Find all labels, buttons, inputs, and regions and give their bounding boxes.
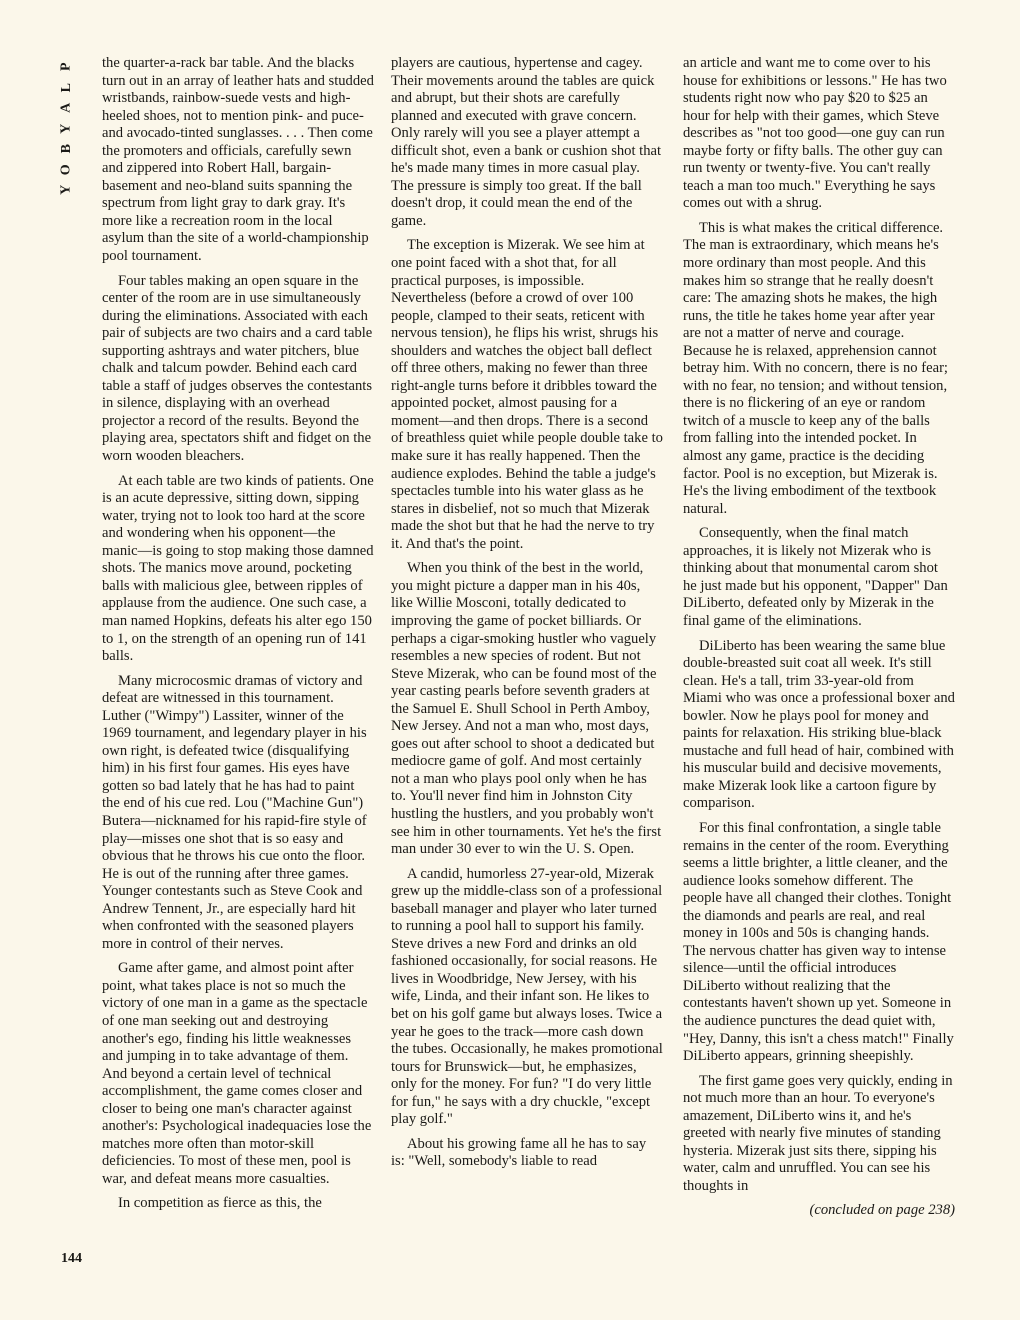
masthead-letter: Y [58, 183, 74, 195]
paragraph: For this final confrontation, a single table remains in the center of the room. Everything seems a little brighter, a little cleaner, and the audience looks somehow different. The people have all changed their clothes. Tonight the diamonds and pearls are real, and real money in 100s and 50s is changing hands. The nervous chatter has given way to intense silence—until the official introduces DiLiberto without realizing that the contestants haven't shown up yet. Someone in the audience punctures the dead quiet with, "Hey, Danny, this isn't a chess match!" Finally DiLiberto appears, grinning sheepishly. [683, 819, 954, 1065]
paragraph: When you think of the best in the world, you might picture a dapper man in his 40s, like Willie Mosconi, totally dedicated to improving the game of pocket billiards. Or perhaps a cigar-smoking hustler who vaguely resembles a new species of rodent. But not Steve Mizerak, who can be found most of the year casting pearls before seventh graders at the Samuel E. Shull School in Perth Amboy, New Jersey. And not a man who, most days, goes out after school to shoot a dedicated but mediocre game of golf. And most certainly not a man who plays pool only when he has to. You'll never find him in Johnston City hustling the hustlers, and you probably won't see him in other tournaments. Yet he's the first man under 30 ever to win the U. S. Open. [391, 560, 662, 858]
continuation-note: (concluded on page 238) [809, 1202, 955, 1219]
paragraph: Many microcosmic dramas of victory and defeat are witnessed in this tournament. Luther ("Wimpy") Lassiter, winner of the 1969 tournament, and legendary player in his own right, is defeated twice (disqualifying him) in his first four games. His eyes have gotten so bad lately that he has had to paint the end of his cue red. Lou ("Machine Gun") Butera—nicknamed for his rapid-fire style of play—misses one shot that is so easy and obvious that he throws his cue onto the floor. He is out of the running after three games. Younger contestants such as Steve Cook and Andrew Tennent, Jr., are especially hard hit when confronted with the seasoned players more in control of their nerves. [102, 672, 367, 952]
paragraph: The first game goes very quickly, ending in not much more than an hour. To everyone's amazement, DiLiberto wins it, and he's greeted with nearly five minutes of standing hysteria. Mizerak just sits there, sipping his water, calm and unruffled. You can see his thoughts in [683, 1072, 953, 1194]
masthead-letter: B [58, 143, 74, 154]
paragraph: A candid, humorless 27-year-old, Mizerak grew up the middle-class son of a professional baseball manager and player who later turned to running a pool hall to support his family. Steve drives a new Ford and drinks an old fashioned occasionally, for social reasons. He lives in Woodbridge, New Jersey, with his wife, Linda, and their infant son. He likes to bet on his golf game but always loses. Twice a year he goes to the track—more cash down the tubes. Occasionally, he makes promotional tours for Brunswick—but, he emphasizes, only for the money. For fun? "I do very little for fun," he says with a dry chuckle, "except play golf." [391, 865, 663, 1128]
page-number: 144 [61, 1251, 82, 1266]
magazine-masthead [52, 56, 82, 200]
paragraph: About his growing fame all he has to say is: "Well, somebody's liable to read [391, 1135, 647, 1170]
paragraph: Four tables making an open square in the center of the room are in use simultaneously during the eliminations. Associated with each pair of subjects are two chairs and a card table supporting ashtrays and water pitchers, blue chalk and talcum powder. Behind each card table a staff of judges observes the contestants in silence, displaying with an overhead projector a record of the results. Beyond the playing area, spectators shift and fidget on the worn wooden bleachers. [102, 272, 373, 465]
paragraph: Consequently, when the final match approaches, it is likely not Mizerak who is thinking about that monumental carom shot he just made but his opponent, "Dapper" Dan DiLiberto, defeated only by Mizerak in the final game of the eliminations. [683, 525, 948, 629]
paragraph: players are cautious, hypertense and cagey. Their movements around the tables are quick and abrupt, but their shots are carefully planned and executed with grave concern. Only rarely will you see a player attempt a difficult shot, even a bank or cushion shot that he's made many times in more casual play. The pressure is simply too great. If the ball doesn't drop, it could mean the end of the game. [391, 55, 662, 229]
text-column-1 [102, 55, 374, 1273]
paragraph: the quarter-a-rack bar table. And the blacks turn out in an array of leather hats and studded wristbands, rainbow-suede vests and high-heeled shoes, not to mention pink- and puce- and avocado-tinted sunglasses. . . . Then come the promoters and officials, carefully sewn and zippered into Robert Hall, bargain-basement and neo-bland suits spanning the spectrum from light gray to dark gray. It's more like a recreation room in the local asylum than the site of a world-championship pool tournament. [102, 55, 374, 265]
paragraph: This is what makes the critical difference. The man is extraordinary, which means he's more ordinary than most people. And this makes him so strange that he really doesn't care: The amazing shots he makes, the high runs, the title he takes home year after year are not a matter of nerve and courage. Because he is relaxed, apprehension cannot betray him. With no concern, there is no fear; with no fear, no tension; and without tension, there is no flickering of an eye or random twitch of a muscle to keep any of the balls from falling into the intended pocket. In almost any game, practice is the deciding factor. Pool is no exception, but Mizerak is. He's the living embodiment of the textbook natural. [683, 219, 948, 517]
masthead-letter: P [58, 61, 74, 72]
masthead-letter: Y [58, 122, 74, 134]
masthead-letter: L [58, 81, 74, 92]
paragraph: The exception is Mizerak. We see him at one point faced with a shot that, for all practical purposes, is impossible. Nevertheless (before a crowd of over 100 people, clamped to their seats, reticent with nervous tension), he flips his wrist, shrugs his shoulders and watches the object ball deflect off three others, making no fewer than three right-angle turns before it dribbles toward the appointed pocket, almost pausing for a moment—and then drops. There is a second of breathless quiet while people double take to make sure it has really happened. Then the audience explodes. Behind the table a judge's spectacles tumble into his water glass as he stares in disbelief, not so much that Mizerak made the shot but that he had the nerve to try it. And that's the point. [391, 237, 663, 552]
paragraph: Game after game, and almost point after point, what takes place is not so much the victory of one man in a game as the spectacle of one man seeking out and destroying another's ego, finding his little weaknesses and jumping in to take advantage of them. And beyond a certain level of technical accomplishment, the game comes closer and closer to being one man's character against another's: Psychological inadequacies lose the matches more often than motor-skill deficiencies. To most of these men, pool is war, and defeat means more casualties. [102, 960, 372, 1187]
masthead-letter: A [58, 101, 74, 113]
paragraph: an article and want me to come over to his house for exhibitions or lessons." He has two students right now who pay $20 to $25 an hour for help with their games, which Steve describes as "not too good—one guy can run maybe forty or fifty balls. The other guy can run twenty or twenty-five. You can't really teach a man too much." Everything he says comes out with a shrug. [683, 55, 947, 212]
paragraph: DiLiberto has been wearing the same blue double-breasted suit coat all week. It's still clean. He's a tall, trim 33-year-old from Miami who was once a professional boxer and bowler. Now he plays pool for money and paints for relaxation. His striking blue-black mustache and full head of hair, combined with his muscular build and decisive movements, make Mizerak look like a cartoon figure by comparison. [683, 637, 955, 812]
masthead-letter: O [58, 162, 74, 175]
text-column-2 [391, 55, 663, 1273]
text-column-3 [683, 55, 955, 1273]
paragraph: At each table are two kinds of patients. One is an acute depressive, sitting down, sipping water, trying not to look too hard at the score and wondering when his opponent—the manic—is going to stop making those damned shots. The manics move around, pocketing balls with malicious glee, between ripples of applause from the audience. One such case, a man named Hopkins, defeats his alter ego 150 to 1, on the strength of an opening run of 141 balls. [102, 472, 374, 665]
paragraph: In competition as fierce as this, the [118, 1195, 322, 1212]
